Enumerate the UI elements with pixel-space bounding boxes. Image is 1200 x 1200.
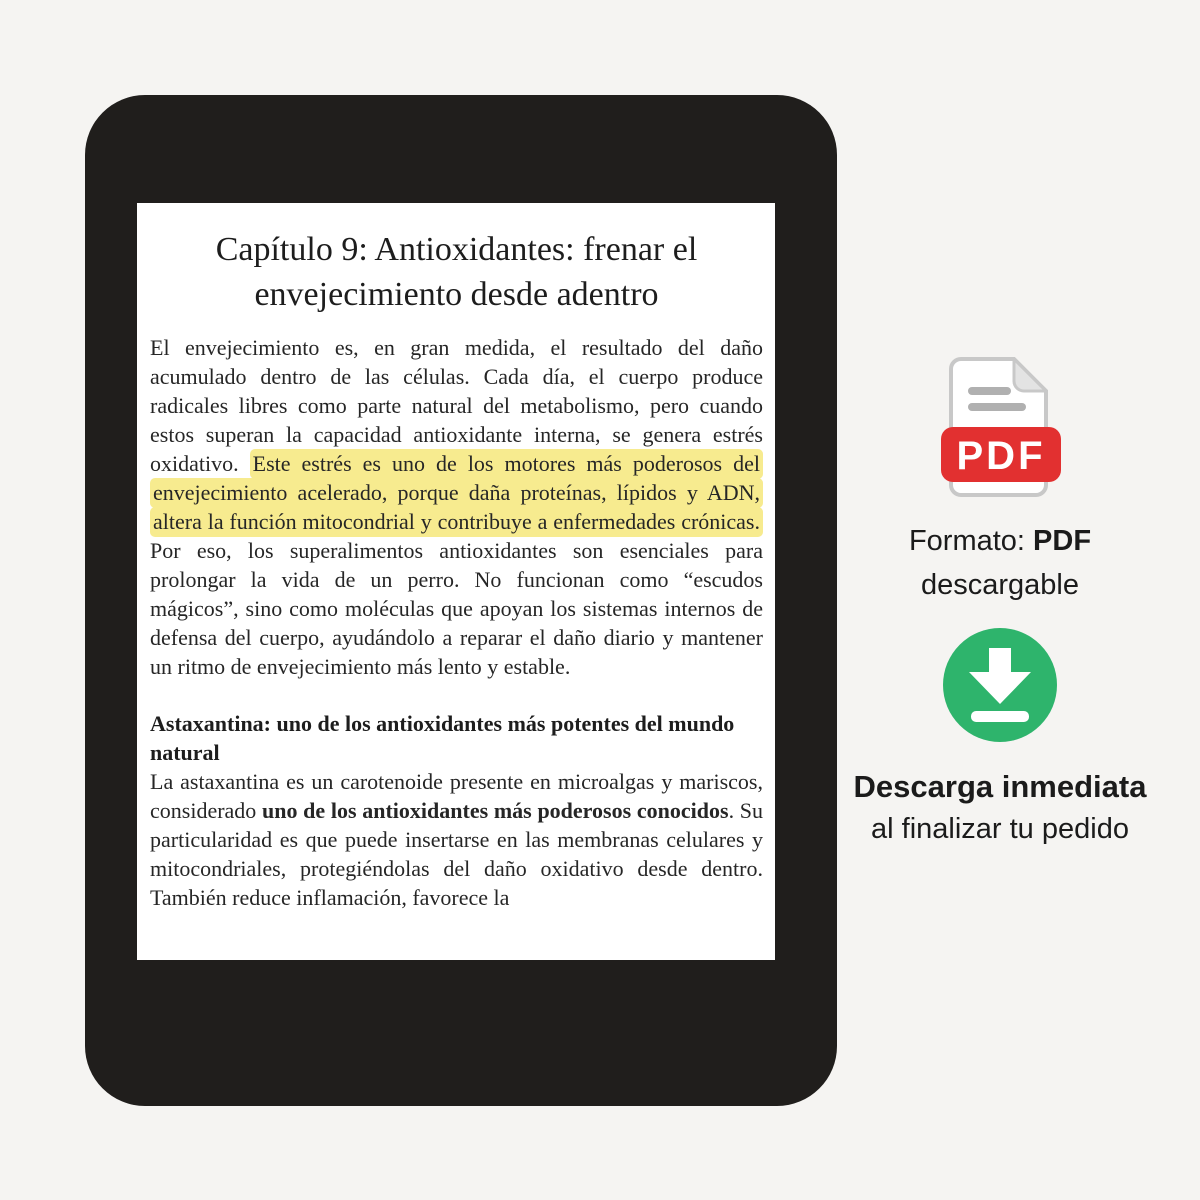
- delivery-label: [830, 766, 1170, 850]
- format-line-1: [830, 519, 1170, 563]
- info-panel: [830, 347, 1170, 850]
- paragraph-2-bold-phrase: uno de los antioxidantes más poderosos conocidos: [262, 798, 729, 823]
- chapter-title: Capítulo 9: Antioxidantes: frenar el envejecimiento desde adentro: [215, 231, 698, 313]
- pdf-file-icon: [938, 347, 1062, 497]
- highlighted-text: Este estrés es uno de los motores más poderosos del envejecimiento acelerado, porque daña proteínas, lípidos y ADN, altera la función mitocondrial y contribuye a enfermedades crónicas.: [150, 449, 763, 537]
- format-value: PDF: [1033, 525, 1092, 557]
- pdf-text-line-1: [968, 387, 1011, 395]
- paragraph-2-end: . Su particularidad es que puede insertarse en las membranas celulares y mitocondriales, protegiéndolas del daño oxidativo desde dentro. También reduce inflamación, favorece la: [150, 798, 763, 910]
- paragraph-2: [150, 767, 763, 912]
- paragraph-2-start: La astaxantina es un carotenoide presente en microalgas y mariscos, considerado: [150, 769, 763, 823]
- ereader-screen: [137, 203, 775, 960]
- paragraph-1-start: El envejecimiento es, en gran medida, el resultado del daño acumulado dentro de las células. Cada día, el cuerpo produce radicales libres como parte natural del metabolismo, pero cuando estos superan la capacidad antioxidante interna, se genera estrés oxidativo.: [150, 335, 763, 476]
- tablet-frame: [85, 95, 837, 1106]
- pdf-badge-label: PDF: [956, 434, 1046, 478]
- delivery-line-1: Descarga inmediata: [853, 769, 1147, 804]
- paragraph-1-end: Por eso, los superalimentos antioxidantes son esenciales para prolongar la vida de un perro. No funcionan como “escudos mágicos”, sino como moléculas que apoyan los sistemas internos de defensa del cuerpo, ayudándolo a reparar el daño diario y mantener un ritmo de envejecimiento más lento y estable.: [150, 538, 763, 679]
- delivery-line-2: al finalizar tu pedido: [871, 813, 1129, 845]
- pdf-fold-corner: [1014, 359, 1046, 391]
- download-bar: [971, 711, 1029, 722]
- download-icon: [943, 628, 1057, 742]
- format-label: [830, 519, 1170, 607]
- pdf-text-line-2: [968, 403, 1026, 411]
- paragraph-1: [150, 333, 763, 681]
- format-prefix: Formato:: [908, 525, 1034, 557]
- format-line-2: descargable: [921, 569, 1079, 601]
- section-heading: Astaxantina: uno de los antioxidantes más potentes del mundo natural: [150, 711, 735, 765]
